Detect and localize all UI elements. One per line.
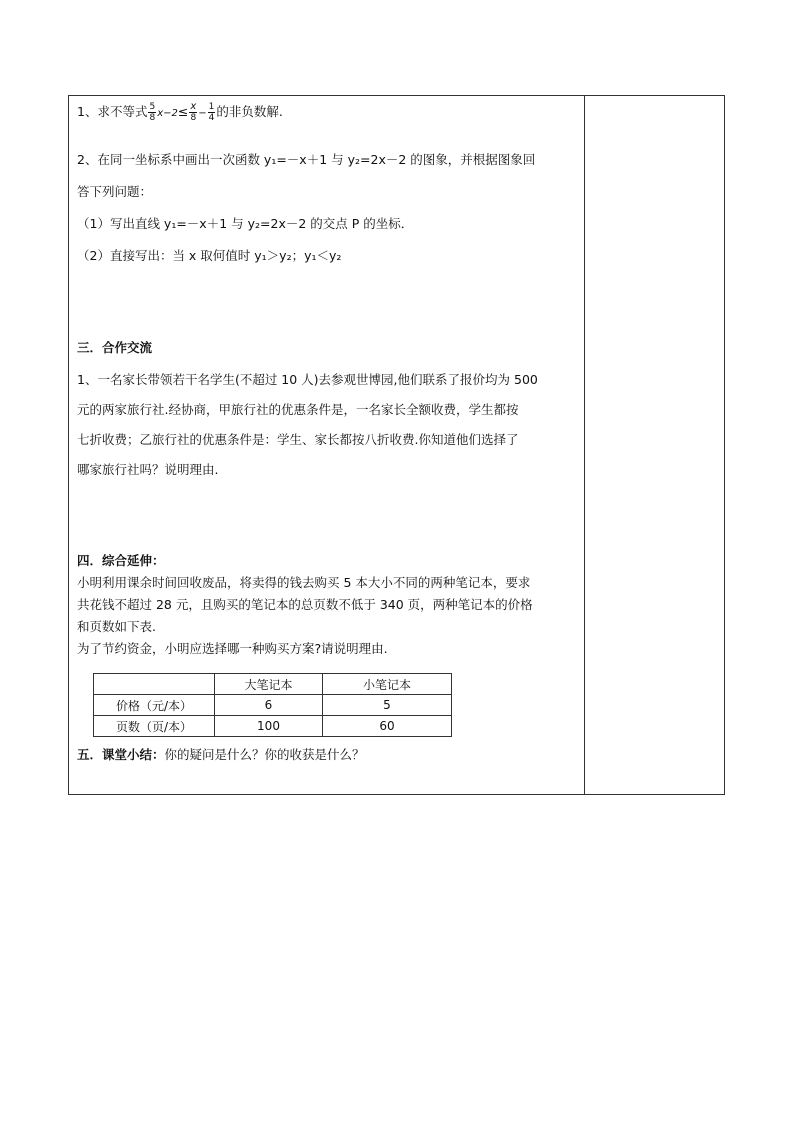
table-header-cell: 大笔记本 bbox=[215, 674, 323, 695]
fraction-1-4: $\frac{1}{4}$ bbox=[208, 102, 215, 123]
sec4-line-4: 为了节约资金，小明应选择哪一种购买方案?请说明理由. bbox=[77, 641, 388, 656]
section-4-heading: 四．综合延伸： bbox=[77, 553, 165, 568]
q2-sub-2: （2）直接写出：当 x 取何值时 y₁＞y₂；y₁＜y₂ bbox=[77, 248, 342, 263]
notebook-table bbox=[93, 673, 452, 737]
section-5-heading: 五．课堂小结： bbox=[77, 747, 165, 762]
q2-sub-1: （1）写出直线 y₁=－x＋1 与 y₂=2x－2 的交点 P 的坐标． bbox=[77, 216, 414, 231]
sec3-line-4: 哪家旅行社吗？说明理由. bbox=[77, 462, 219, 477]
q1-prefix: 1、求不等式 bbox=[77, 104, 148, 119]
table-header-cell bbox=[94, 674, 215, 695]
sec4-line-1: 小明利用课余时间回收废品，将卖得的钱去购买 5 本大小不同的两种笔记本，要求 bbox=[77, 575, 531, 590]
worksheet-frame bbox=[68, 95, 725, 795]
section-5-text: 你的疑问是什么？你的收获是什么？ bbox=[164, 747, 365, 762]
q1-minus: − bbox=[198, 108, 207, 119]
table-cell: 5 bbox=[323, 695, 452, 716]
sec3-line-2: 元的两家旅行社.经协商，甲旅行社的优惠条件是，一名家长全额收费，学生都按 bbox=[77, 402, 519, 417]
sec3-line-1: 1、一名家长带领若干名学生(不超过 10 人)去参观世博园,他们联系了报价均为 500 bbox=[77, 372, 538, 387]
table-cell: 价格（元/本） bbox=[94, 695, 215, 716]
section-3-heading: 三．合作交流 bbox=[77, 340, 153, 355]
table-row bbox=[94, 716, 452, 737]
fraction-5-8: $\frac{5}{8}$ bbox=[149, 102, 156, 123]
table-cell: 6 bbox=[215, 695, 323, 716]
section-5 bbox=[77, 745, 365, 763]
sec4-line-2: 共花钱不超过 28 元，且购买的笔记本的总页数不低于 340 页，两种笔记本的价格 bbox=[77, 597, 533, 612]
q2-line-1: 2、在同一坐标系中画出一次函数 y₁=－x＋1 与 y₂=2x－2 的图象，并根据图象回 bbox=[77, 152, 536, 167]
fraction-x-8: $\frac{x}{8}$ bbox=[190, 101, 197, 123]
table-cell: 60 bbox=[323, 716, 452, 737]
table-header-row bbox=[94, 674, 452, 695]
table-header-cell: 小笔记本 bbox=[323, 674, 452, 695]
table-row bbox=[94, 695, 452, 716]
q1-suffix: 的非负数解. bbox=[216, 104, 283, 119]
question-1 bbox=[77, 102, 283, 123]
column-divider bbox=[584, 96, 585, 794]
sec3-line-3: 七折收费；乙旅行社的优惠条件是：学生、家长都按八折收费.你知道他们选择了 bbox=[77, 432, 519, 447]
q1-le-sign: ≤ bbox=[177, 104, 189, 119]
q1-var-x: x bbox=[157, 108, 164, 119]
table-cell: 页数（页/本） bbox=[94, 716, 215, 737]
sec4-line-3: 和页数如下表. bbox=[77, 619, 156, 634]
table-cell: 100 bbox=[215, 716, 323, 737]
q1-minus-2: −2 bbox=[163, 108, 178, 119]
q2-line-2: 答下列问题： bbox=[77, 184, 153, 199]
